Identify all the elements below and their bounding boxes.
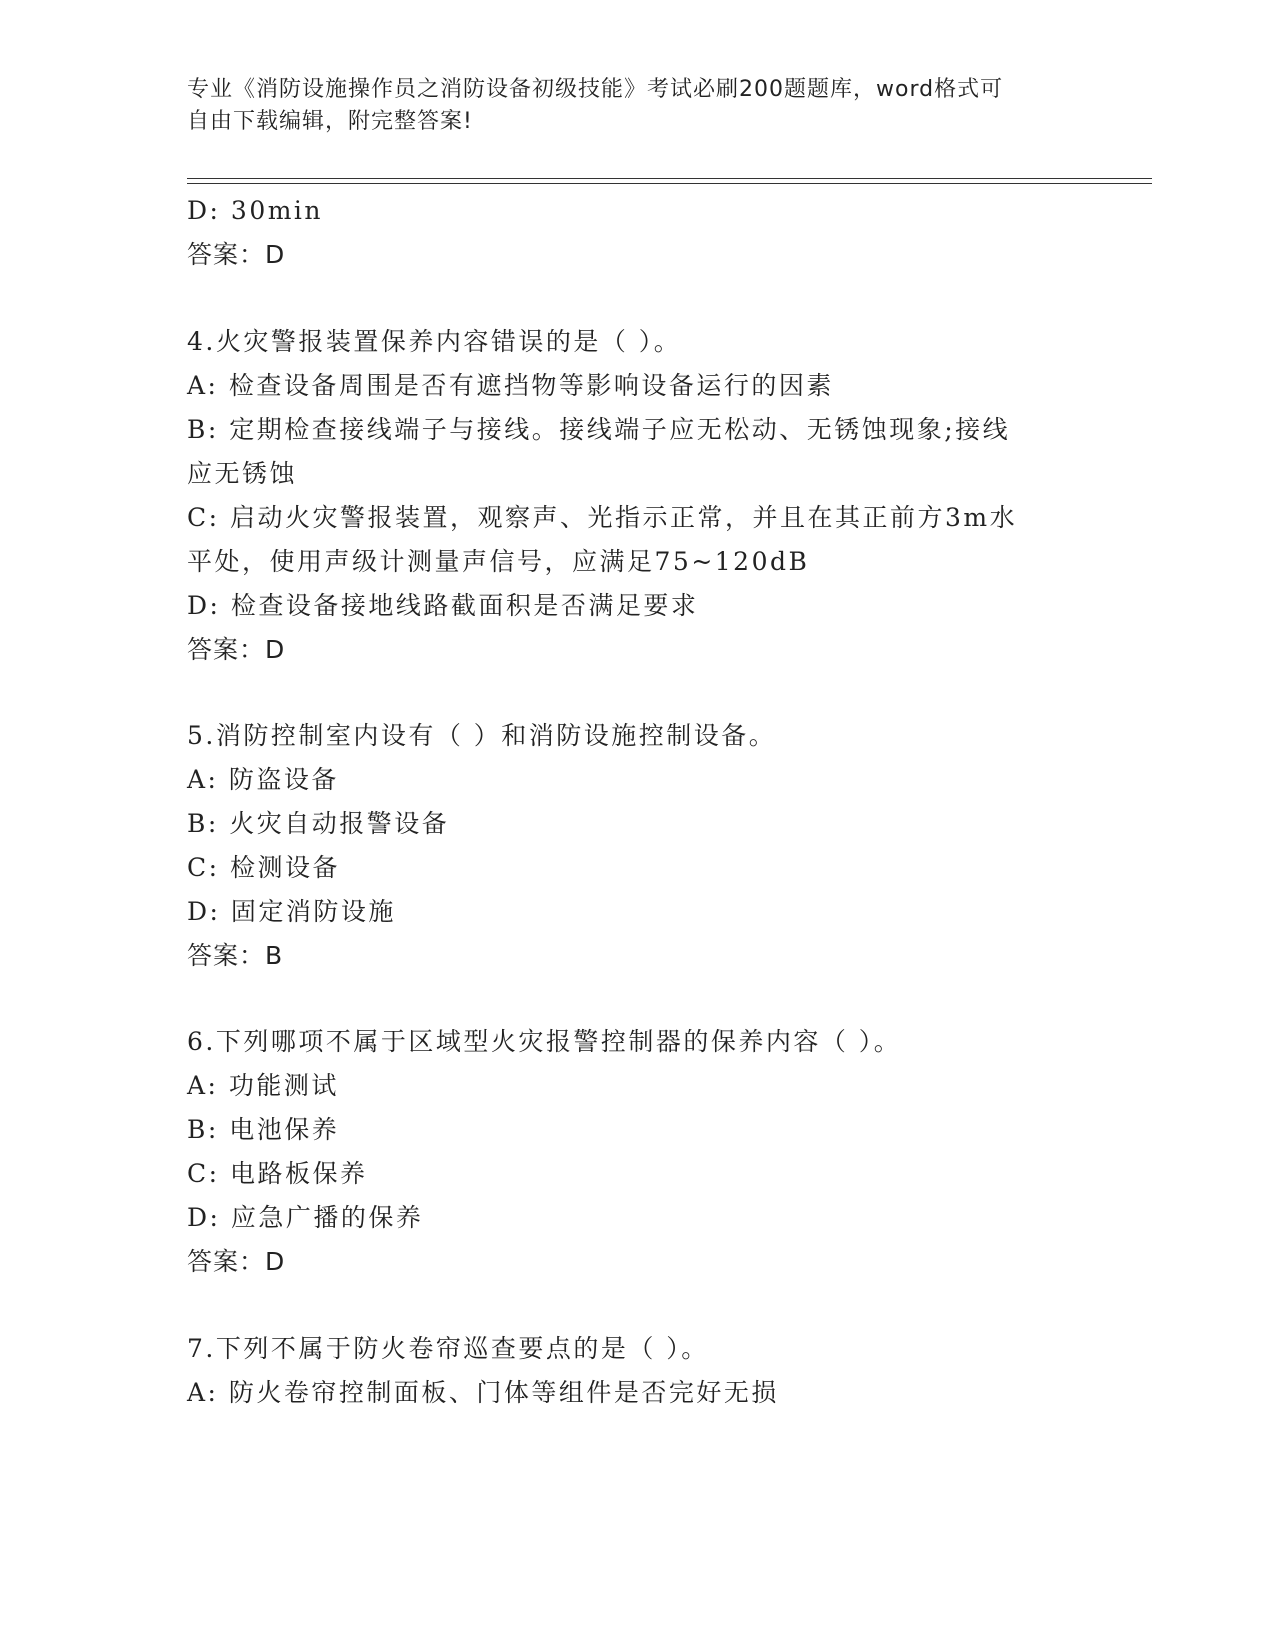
q4-stem: 4.火灾警报装置保养内容错误的是（ ）。 [187,327,682,356]
q5-option-d: D: 固定消防设施 [187,897,396,926]
q3-option-d: D: 30min [187,196,324,225]
q4-option-d: D: 检查设备接地线路截面积是否满足要求 [187,591,699,620]
q6-answer: 答案：D [187,1247,286,1276]
q5-option-b: B: 火灾自动报警设备 [187,809,450,838]
q5-option-c: C: 检测设备 [187,853,340,882]
q4-option-c-line1: C: 启动火灾警报装置，观察声、光指示正常，并且在其正前方3m水 [187,503,1018,532]
header-line-2: 自由下载编辑，附完整答案! [187,109,473,134]
q4-answer: 答案：D [187,635,286,664]
q6-option-d: D: 应急广播的保养 [187,1203,424,1232]
q6-stem: 6.下列哪项不属于区域型火灾报警控制器的保养内容（ ）。 [187,1027,902,1056]
q5-option-a: A: 防盗设备 [187,765,339,794]
q4-option-b-line2: 应无锈蚀 [187,459,298,488]
q4-option-a: A: 检查设备周围是否有遮挡物等影响设备运行的因素 [187,371,834,400]
q6-option-a: A: 功能测试 [187,1071,339,1100]
q7-option-a: A: 防火卷帘控制面板、门体等组件是否完好无损 [187,1378,779,1407]
header-line-1: 专业《消防设施操作员之消防设备初级技能》考试必刷200题题库，word格式可 [187,77,1004,102]
header-divider-top [187,178,1152,179]
q7-stem: 7.下列不属于防火卷帘巡查要点的是（ ）。 [187,1334,709,1363]
q6-option-c: C: 电路板保养 [187,1159,368,1188]
q4-option-c-line2: 平处，使用声级计测量声信号，应满足75~120dB [187,547,810,576]
document-header [187,74,1067,138]
q5-answer: 答案：B [187,941,284,970]
q6-option-b: B: 电池保养 [187,1115,340,1144]
header-divider-bottom [187,183,1152,184]
q4-option-b-line1: B: 定期检查接线端子与接线。接线端子应无松动、无锈蚀现象;接线 [187,415,1011,444]
q3-answer: 答案：D [187,240,286,269]
q5-stem: 5.消防控制室内设有（ ）和消防设施控制设备。 [187,721,777,750]
